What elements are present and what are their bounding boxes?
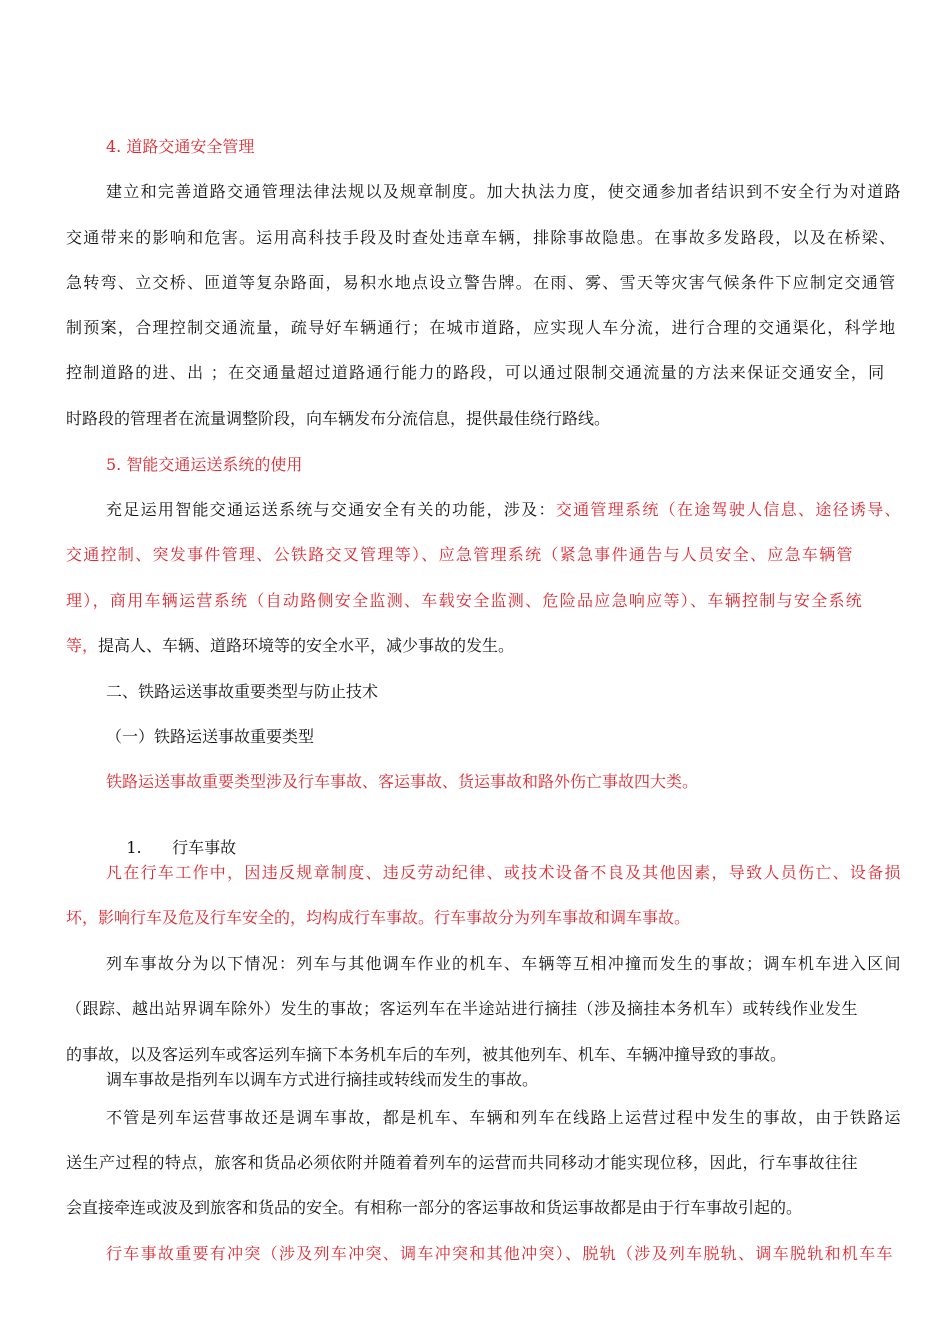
paragraph-line [66,273,896,293]
text-segment: 交通控制、突发事件管理、公铁路交叉管理等）、应急管理系统（紧急事件通告与人员安全、应急车辆管 [66,545,854,564]
paragraph-line [66,409,610,429]
heading-intelligent-transport-system [106,455,302,475]
text-segment: 列车事故分为以下情况：列车与其他调车作业的机车、车辆等互相冲撞而发生的事故；调车机车进入区间 [106,954,902,973]
paragraph-line [66,1045,786,1065]
paragraph-line [66,908,690,928]
text-segment: 建立和完善道路交通管理法律法规以及规章制度。加大执法力度，使交通参加者结识到不安全行为对道路 [106,182,902,201]
paragraph-line [66,545,854,565]
paragraph-line [106,954,902,974]
text-segment: 1. 行车事故 [126,838,237,857]
section-heading-railway-accidents [106,682,378,702]
text-segment: 5. 智能交通运送系统的使用 [106,455,303,474]
text-segment: 制预案，合理控制交通流量，疏导好车辆通行；在城市道路，应实现人车分流，进行合理的交通渠化，科学地 [66,318,897,337]
heading-road-safety-management [106,137,254,157]
text-segment: 二、铁路运送事故重要类型与防止技术 [106,682,379,701]
text-segment: 凡在行车工作中，因违反规章制度、违反劳动纪律、或技术设备不良及其他因素，导致人员伤亡、设备损 [106,863,902,882]
text-segment: 不管是列车运营事故还是调车事故，都是机车、车辆和列车在线路上运营过程中发生的事故，由于铁路运 [106,1108,902,1127]
text-segment: 交通带来的影响和危害。运用高科技手段及时查处违章车辆，排除事故隐患。在事故多发路段，以及在桥梁、 [66,228,897,247]
paragraph-line [106,500,902,520]
text-segment: 送生产过程的特点，旅客和货品必须依附并随着着列车的运营而共同移动才能实现位移，因此，行车事故往往 [66,1153,859,1172]
text-segment: 行车事故重要有冲突（涉及列车冲突、调车冲突和其他冲突）、脱轨（涉及列车脱轨、调车脱轨和机车车 [106,1244,894,1263]
text-segment: 充足运用智能交通运送系统与交通安全有关的功能，涉及： [106,500,556,519]
text-segment: （一）铁路运送事故重要类型 [106,727,315,746]
paragraph-line [66,636,514,656]
text-segment: 的事故，以及客运列车或客运列车摘下本务机车后的车列，被其他列车、机车、车辆冲撞导致的事故。 [66,1045,787,1064]
text-segment: 时路段的管理者在流量调整阶段，向车辆发布分流信息，提供最佳绕行路线。 [66,409,611,428]
paragraph-line [66,318,896,338]
text-segment: 调车事故是指列车以调车方式进行摘挂或转线而发生的事故。 [106,1070,539,1089]
paragraph-line [66,228,896,248]
paragraph-line [66,591,863,611]
text-segment: 会直接牵连或波及到旅客和货品的安全。有相称一部分的客运事故和货运事故都是由于行车事故引起的。 [66,1198,803,1217]
text-segment: （跟踪、越出站界调车除外）发生的事故；客运列车在半途站进行摘挂（涉及摘挂本务机车）或转线作业发生 [66,999,859,1018]
paragraph-line [106,1108,902,1128]
paragraph-line [106,863,902,883]
text-segment: 铁路运送事故重要类型涉及行车事故、客运事故、货运事故和路外伤亡事故四大类。 [106,772,699,791]
subsection-heading-accident-types [106,727,314,747]
paragraph-line [66,1198,802,1218]
text-segment: 交通管理系统（在途驾驶人信息、途径诱导、 [555,500,902,519]
text-segment: 4. 道路交通安全管理 [106,137,255,156]
paragraph-line [106,182,902,202]
text-segment: 提高人、车辆、道路环境等的安全水平，减少事故的发生。 [98,636,515,655]
paragraph-line [66,1153,858,1173]
paragraph-line [66,363,886,383]
paragraph-line [106,1070,538,1090]
text-segment: 急转弯、立交桥、匝道等复杂路面，易积水地点设立警告牌。在雨、雾、雪天等灾害气候条件下应制定交通管 [66,273,897,292]
text-segment: 等， [66,636,99,655]
paragraph-line [106,772,698,792]
text-segment: 坏，影响行车及危及行车安全的，均构成行车事故。行车事故分为列车事故和调车事故。 [66,908,691,927]
text-segment: 控制道路的进、出 ；在交通量超过道路通行能力的路段，可以通过限制交通流量的方法来保证交通安全，同 [66,363,886,382]
paragraph-line [106,1244,894,1264]
paragraph-line [66,999,858,1019]
text-segment: 理），商用车辆运营系统（自动路侧安全监测、车载安全监测、危险品应急响应等）、车辆控制与安全系统 [66,591,864,610]
